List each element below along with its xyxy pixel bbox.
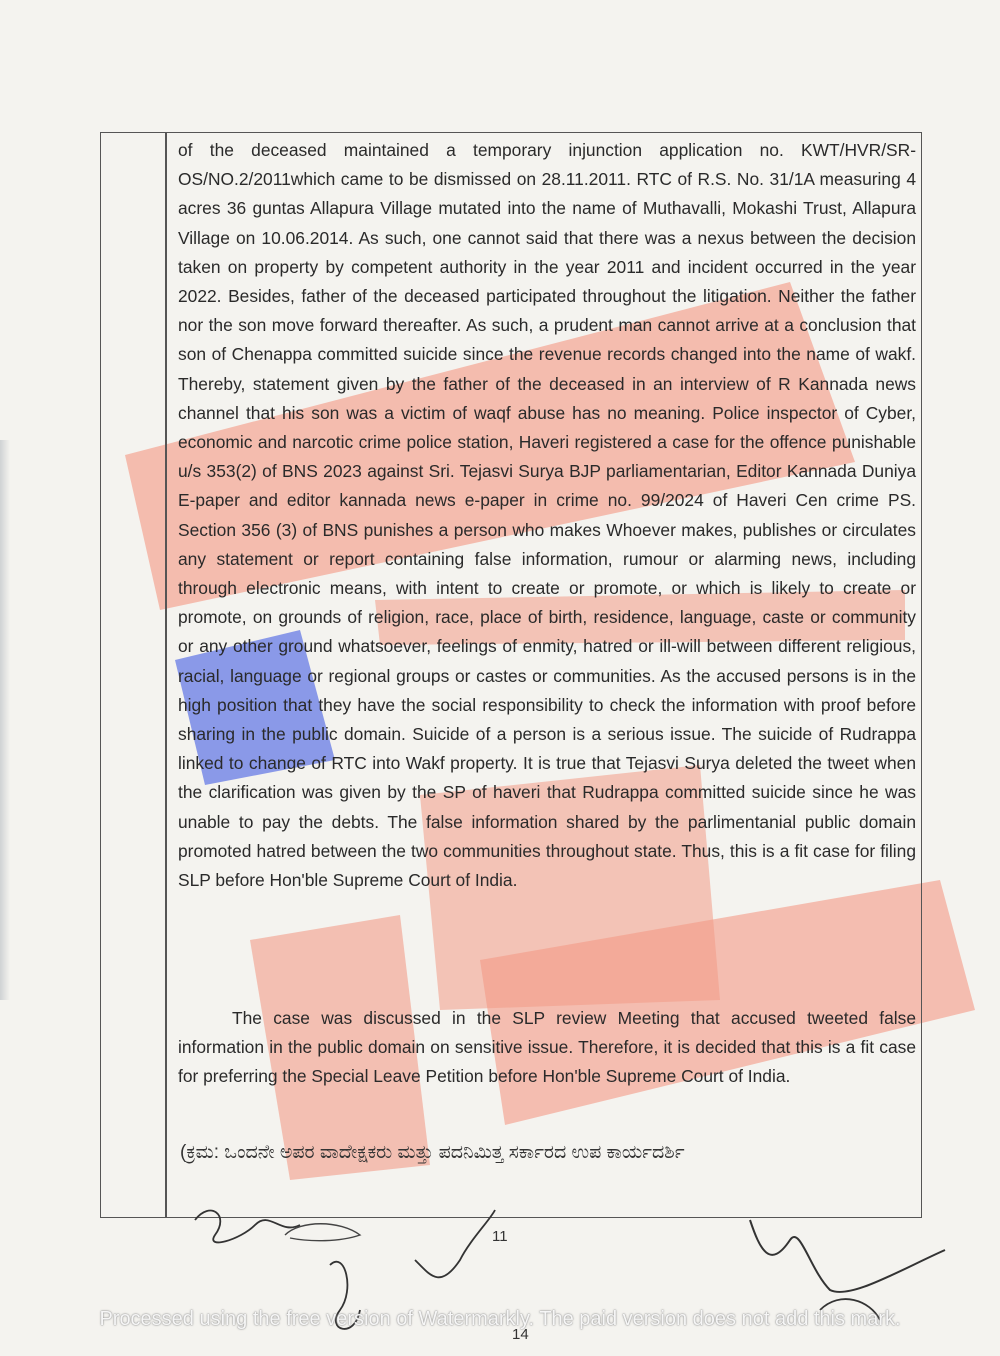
page-number-inner: 11 <box>492 1228 508 1245</box>
body-paragraph-1: of the deceased maintained a temporary injunction application no. KWT/HVR/SR-OS/NO.2/2011which came to be dismissed on 28.11.2011. RTC of R.S. No. 31/1A measuring 4 acres 36 guntas Allapura Village mutated into the name of Muthavalli, Mokashi Trust, Allapura Village on 10.06.2014. As such, one cannot said that there was a nexus between the decision taken on property by competent authority in the year 2011 and incident occurred in the year 2022. Besides, father of the deceased participated throughout the litigation. Neither the father nor the son move forward thereafter. As such, a prudent man cannot arrive at a conclusion that son of Chenappa committed suicide since the revenue records changed into the name of wakf. Thereby, statement given by the father of the deceased in an interview of R Kannada news channel that his son was a victim of waqf abuse has no meaning. Police inspector of Cyber, economic and narcotic crime police station, Haveri registered a case for the offence punishable u/s 353(2) of BNS 2023 against Sri. Tejasvi Surya BJP parliamentarian, Editor Kannada Duniya E-paper and editor kannada news e-paper in crime no. 99/2024 of Haveri Cen crime PS. Section 356 (3) of BNS punishes a person who makes Whoever makes, publishes or circulates any statement or report containing false information, rumour or alarming news, including through electronic means, with intent to create or promote, or which is likely to create or promote, on grounds of religion, race, place of birth, residence, language, caste or community or any other ground whatsoever, feelings of enmity, hatred or ill-will between different religious, racial, language or regional groups or castes or communities. As the accused persons is in the high position that they have the social responsibility to check the information with proof before sharing in the public domain. Suicide of a person is a serious issue. The suicide of Rudrappa linked to change of RTC into Wakf property. It is true that Tejasvi Surya deleted the tweet when the clarification was given by the SP of haveri that Rudrappa committed suicide since he was unable to pay the debts. The false information shared by the parlimentanial public domain promoted hatred between the two communities throughout state. Thus, this is a fit case for filing SLP before Hon'ble Supreme Court of India. <box>178 140 916 891</box>
watermark-text: Processed using the free version of Watermarkly. The paid version does not add this mark. <box>99 1308 901 1330</box>
margin-column-line <box>165 132 167 1218</box>
signature-5 <box>750 1220 945 1292</box>
body-paragraph-2: The case was discussed in the SLP review Meeting that accused tweeted false information in the public domain on sensitive issue. Therefore, it is decided that this is a fit case for preferring the Special Leave Petition before Hon'ble Supreme Court of India. <box>178 1008 916 1087</box>
signature-1 <box>195 1211 300 1243</box>
kannada-action-line: (ಕ್ರಮ: ಒಂದನೇ ಅಪರ ವಾದೇಕ್ಷಕರು ಮತ್ತು ಪದನಿಮಿತ್ತ ಸರ್ಕಾರದ ಉಪ ಕಾರ್ಯದರ್ಶಿ <box>180 1142 685 1163</box>
page-number-outer: 14 <box>512 1326 529 1343</box>
signature-4 <box>415 1210 495 1277</box>
